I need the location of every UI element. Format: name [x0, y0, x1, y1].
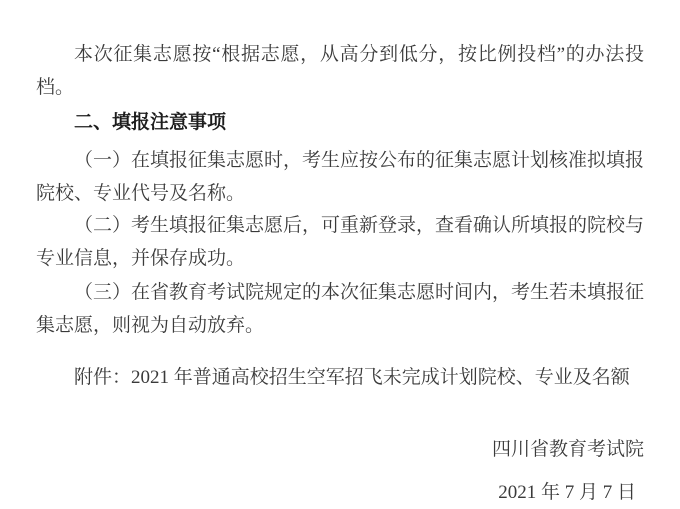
notice-item-3: （三）在省教育考试院规定的本次征集志愿时间内，考生若未填报征集志愿，则视为自动放弃。 — [36, 282, 645, 336]
section-heading: 二、填报注意事项 — [74, 112, 227, 133]
document-content — [36, 38, 644, 509]
signature-block — [36, 433, 644, 509]
notice-item-2: （二）考生填报征集志愿后，可重新登录，查看确认所填报的院校与专业信息，并保存成功。 — [36, 215, 645, 269]
signature-date: 2021 年 7 月 7 日 — [498, 482, 636, 503]
intro-paragraph: 本次征集志愿按“根据志愿，从高分到低分，按比例投档”的办法投档。 — [36, 44, 644, 98]
attachment-line: 附件：2021 年普通高校招生空军招飞未完成计划院校、专业及名额 — [74, 367, 630, 388]
signer-name: 四川省教育考试院 — [491, 439, 644, 460]
notice-item-1: （一）在填报征集志愿时，考生应按公布的征集志愿计划核准拟填报院校、专业代号及名称。 — [36, 150, 645, 204]
